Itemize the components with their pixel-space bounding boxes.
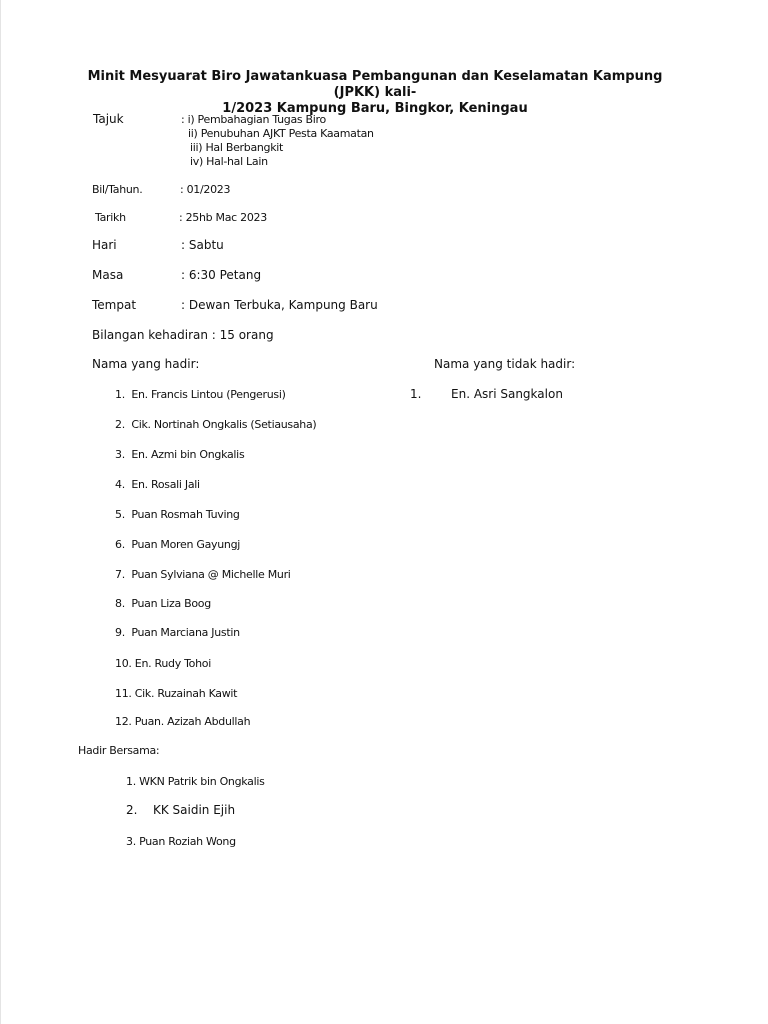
list-number: 1. [115, 388, 125, 401]
list-number: 10. [115, 657, 132, 670]
tajuk-label: Tajuk [93, 112, 124, 126]
tajuk-item-3: iii) Hal Berbangkit [190, 141, 284, 154]
list-number: 6. [115, 538, 125, 551]
list-item [115, 387, 286, 402]
list-number: 1. [126, 775, 136, 788]
tarikh-value: : 25hb Mac 2023 [179, 211, 267, 224]
list-item [115, 596, 211, 611]
hari-label: Hari [92, 238, 117, 252]
list-item [115, 686, 237, 701]
masa-value: : 6:30 Petang [181, 268, 262, 282]
list-name: Puan Sylviana @ Michelle Muri [131, 568, 291, 581]
tajuk-item-2: ii) Penubuhan AJKT Pesta Kaamatan [188, 127, 374, 140]
tajuk-item-1: : i) Pembahagian Tugas Biro [181, 113, 326, 126]
list-name: En. Francis Lintou (Pengerusi) [131, 388, 286, 401]
list-name: Cik. Ruzainah Kawit [134, 687, 238, 700]
list-name: Puan Roziah Wong [139, 835, 236, 848]
kehadiran-count: Bilangan kehadiran : 15 orang [92, 328, 274, 342]
list-item [126, 774, 265, 789]
hadir-heading: Nama yang hadir: [92, 357, 200, 371]
bil-value: : 01/2023 [180, 183, 231, 196]
tajuk-item-4: iv) Hal-hal Lain [190, 155, 268, 168]
list-number: 4. [115, 478, 125, 491]
list-item [115, 537, 240, 552]
list-number: 8. [115, 597, 125, 610]
bersama-heading: Hadir Bersama: [78, 744, 160, 757]
list-number: 3. [126, 835, 136, 848]
list-number: 12. [115, 715, 132, 728]
list-number: 5. [115, 508, 125, 521]
list-name: WKN Patrik bin Ongkalis [139, 775, 265, 788]
list-number: 1. [410, 387, 422, 401]
tarikh-label: Tarikh [95, 211, 126, 224]
document-title [70, 69, 680, 117]
masa-label: Masa [92, 268, 124, 282]
list-number: 3. [115, 448, 125, 461]
list-item [126, 834, 236, 849]
title-line-2: 1/2023 Kampung Baru, Bingkor, Keningau [222, 101, 528, 116]
list-name: En. Rosali Jali [131, 478, 200, 491]
list-name: En. Asri Sangkalon [451, 387, 563, 401]
list-number: 11. [115, 687, 132, 700]
tempat-label: Tempat [92, 298, 137, 312]
list-name: Puan. Azizah Abdullah [134, 715, 251, 728]
list-number: 9. [115, 626, 125, 639]
tempat-value: : Dewan Terbuka, Kampung Baru [181, 298, 378, 312]
list-name: Puan Marciana Justin [131, 626, 240, 639]
list-name: Puan Moren Gayungj [131, 538, 241, 551]
list-name: En. Rudy Tohoi [134, 657, 211, 670]
list-number: 2. [115, 418, 125, 431]
list-name: Puan Liza Boog [131, 597, 211, 610]
list-item [115, 625, 240, 640]
list-item [115, 656, 211, 671]
list-item [115, 507, 240, 522]
tidak-hadir-heading: Nama yang tidak hadir: [434, 357, 576, 371]
list-item [115, 477, 200, 492]
list-item [115, 417, 316, 432]
bil-label: Bil/Tahun. [92, 183, 143, 196]
title-line-1: Minit Mesyuarat Biro Jawatankuasa Pembangunan dan Keselamatan Kampung (JPKK) kali- [87, 69, 663, 100]
list-name: Cik. Nortinah Ongkalis (Setiausaha) [131, 418, 317, 431]
list-name: Puan Rosmah Tuving [131, 508, 240, 521]
page-edge [0, 0, 1, 1024]
list-item [115, 714, 250, 729]
list-name: En. Azmi bin Ongkalis [131, 448, 245, 461]
hari-value: : Sabtu [181, 238, 224, 252]
list-number: 2. [126, 803, 138, 817]
list-item [115, 567, 291, 582]
list-number: 7. [115, 568, 125, 581]
list-item [115, 447, 244, 462]
list-name: KK Saidin Ejih [153, 803, 236, 817]
